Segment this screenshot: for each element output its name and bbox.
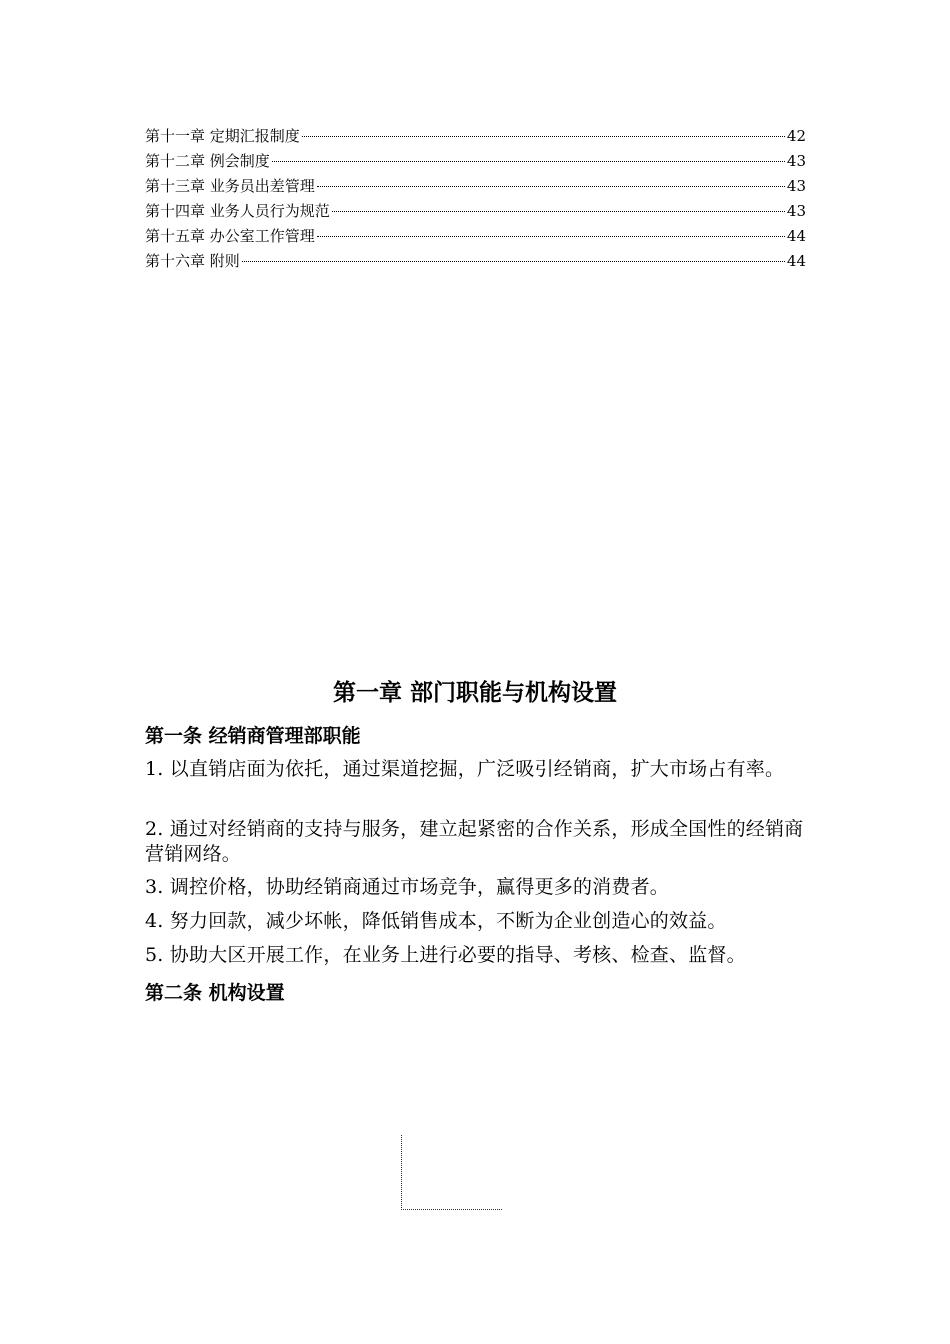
toc-entry-page: 43 (786, 202, 806, 220)
toc-entry-title: 第十一章 定期汇报制度 (145, 127, 300, 145)
toc-dot-leader (317, 185, 785, 187)
toc-dot-leader (242, 260, 785, 262)
toc-entry-title: 第十四章 业务人员行为规范 (145, 202, 330, 220)
article-1-item-3: 3. 调控价格，协助经销商通过市场竞争，赢得更多的消费者。 (145, 876, 669, 898)
toc-entry-page: 43 (786, 177, 806, 195)
toc-entry-title: 第十五章 办公室工作管理 (145, 227, 315, 245)
toc-entry[interactable] (145, 249, 806, 274)
toc-dot-leader (302, 135, 785, 137)
toc-entry[interactable] (145, 124, 806, 149)
article-1-item-2: 2. 通过对经销商的支持与服务，建立起紧密的合作关系，形成全国性的经销商营销网络。 (145, 818, 804, 865)
article-1-item-4: 4. 努力回款，减少坏帐，降低销售成本，不断为企业创造心的效益。 (145, 910, 727, 932)
toc-entry-page: 43 (786, 152, 806, 170)
toc-entry-page: 44 (786, 252, 806, 270)
toc-entry[interactable] (145, 199, 806, 224)
article-1-item-1: 1. 以直销店面为依托，通过渠道挖掘，广泛吸引经销商，扩大市场占有率。 (145, 758, 785, 780)
toc-entry-title: 第十三章 业务员出差管理 (145, 177, 315, 195)
org-chart-frame (401, 1135, 502, 1210)
toc-dot-leader (317, 235, 785, 237)
toc-entry[interactable] (145, 224, 806, 249)
toc-entry-title: 第十六章 附则 (145, 252, 240, 270)
article-1-heading: 第一条 经销商管理部职能 (145, 725, 361, 747)
toc-dot-leader (272, 160, 785, 162)
toc-entry-title: 第十二章 例会制度 (145, 152, 270, 170)
toc-dot-leader (332, 210, 785, 212)
toc-entry[interactable] (145, 174, 806, 199)
toc-entry[interactable] (145, 149, 806, 174)
table-of-contents (145, 124, 806, 274)
chapter-title: 第一章 部门职能与机构设置 (332, 680, 617, 706)
toc-entry-page: 44 (786, 227, 806, 245)
article-2-heading: 第二条 机构设置 (145, 982, 285, 1004)
toc-entry-page: 42 (786, 127, 806, 145)
article-1-item-5: 5. 协助大区开展工作，在业务上进行必要的指导、考核、检查、监督。 (145, 944, 746, 966)
